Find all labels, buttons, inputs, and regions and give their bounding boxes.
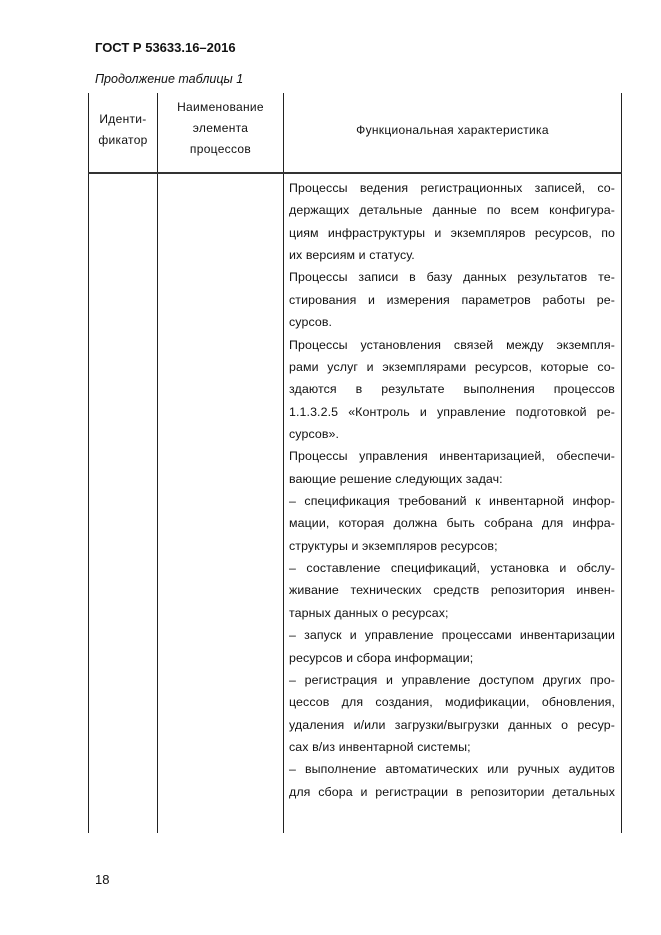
header-identifier [89,109,157,151]
text-line: мации, которая должна быть собрана для инфра- [289,516,615,531]
text-line: сурсов». [289,426,340,441]
header-element-name [158,97,283,160]
text-line: живание технических средств репозитория инвен- [289,583,615,598]
table-border-left [88,93,89,833]
header-line: процессов [189,142,252,156]
header-line: Функциональная характеристика [356,123,549,137]
text-line: – спецификация требований к инвентарной инфор- [289,494,615,509]
header-functional-characteristic [284,120,621,141]
text-line: тарных данных о ресурсах; [289,605,449,620]
header-divider [88,172,622,174]
text-line: – регистрация и управление доступом других про- [289,672,615,687]
table-caption: Продолжение таблицы 1 [95,72,244,86]
text-line: сах в/из инвентарной системы; [289,739,471,754]
page-number: 18 [95,872,110,887]
text-line: их версиям и статусу. [289,248,415,263]
text-line: держащих детальные данные по всем конфигура- [289,203,615,218]
text-line: Процессы установления связей между экземпля- [289,337,615,352]
header-line: Иденти- [99,112,147,126]
text-line: структуры и экземпляров ресурсов; [289,538,498,553]
header-line: Наименование [177,100,264,114]
text-line: сурсов. [289,315,333,330]
text-line: циям инфраструктуры и экземпляров ресурсов, по [289,225,615,240]
text-line: вающие решение следующих задач: [289,471,503,486]
text-line: удаления и/или загрузки/выгрузки данных о ресур- [289,717,615,732]
functional-characteristic-cell [289,177,615,803]
text-line: – составление спецификаций, установка и обслу- [289,561,615,576]
document-code: ГОСТ Р 53633.16–2016 [95,40,236,55]
header-line: элемента [192,121,249,135]
text-line: здаются в результате выполнения процессов [289,382,615,397]
text-line: Процессы ведения регистрационных записей, со- [289,181,615,195]
table-border-right [621,93,622,833]
text-line: рами услуг и экземплярами ресурсов, которые со- [289,359,615,374]
text-line: для сбора и регистрации в репозитории детальных [289,784,615,799]
text-line: – выполнение автоматических или ручных аудитов [289,762,615,777]
text-line: ресурсов и сбора информации; [289,650,474,665]
column-divider [157,93,158,833]
column-divider [283,93,284,833]
text-line: цессов для создания, модификации, обновления, [289,695,615,710]
text-line: Процессы управления инвентаризацией, обеспечи- [289,449,615,464]
text-line: 1.1.3.2.5 «Контроль и управление подготовкой ре- [289,404,615,419]
text-line: – запуск и управление процессами инвентаризации [289,628,615,643]
text-line: стирования и измерения параметров работы ре- [289,292,615,307]
header-line: фикатор [98,133,148,147]
text-line: Процессы записи в базу данных результатов те- [289,270,615,285]
